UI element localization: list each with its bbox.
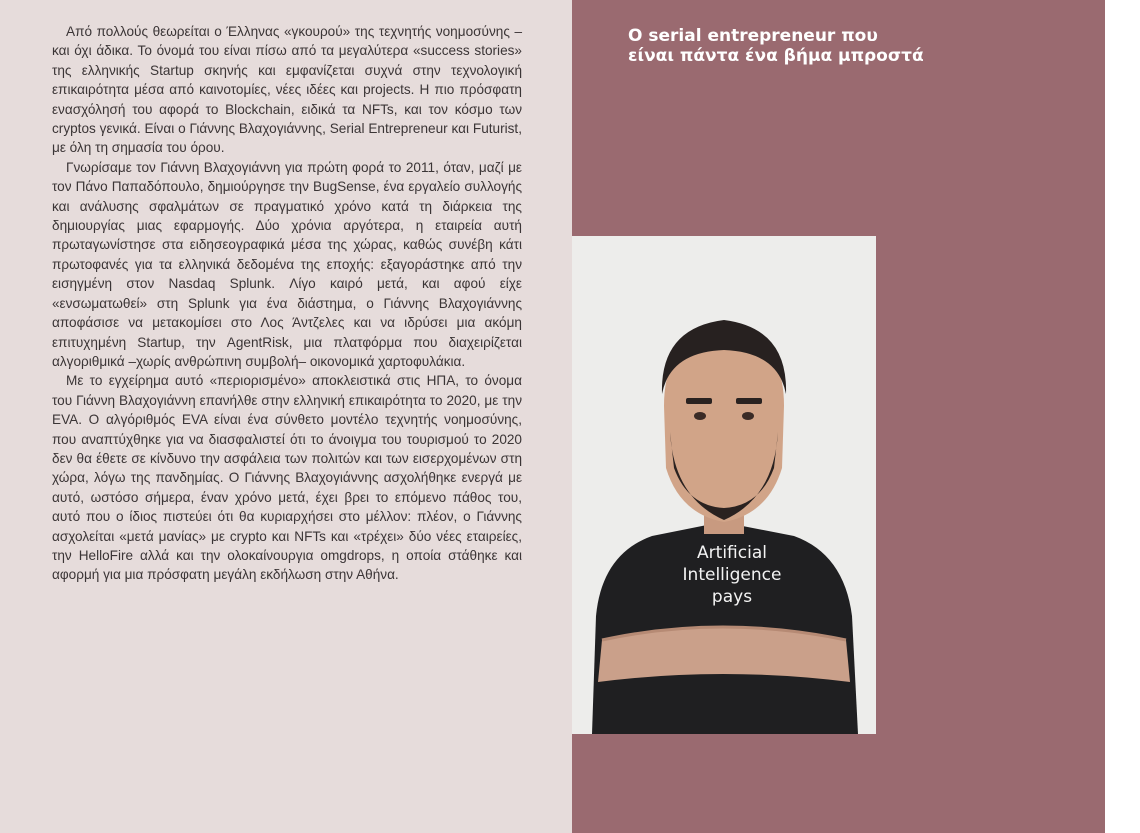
article-paragraph-3: Με το εγχείρημα αυτό «περιορισμένο» αποκλειστικά στις ΗΠΑ, το όνομα του Γιάννη Βλαχογιάννη επανήλθε στην ελληνική επικαιρότητα το 2020, με την EVA. Ο αλγόριθμός EVA είναι ένα σύνθετο μοντέλο τεχνητής νοημοσύνης, που αναπτύχθηκε για να διασφαλιστεί ότι το άνοιγμα του τουρισμού το 2020 δεν θα έθετε σε κίνδυνο την ασφάλεια των πολιτών και των εισερχομένων στη χώρα, λόγω της πανδημίας. Ο Γιάννης Βλαχογιάννης ασχολήθηκε ενεργά με αυτό, ωστόσο σήμερα, έναν χρόνο μετά, έχει βρει το επόμενο πάθος του, αυτό που ο ίδιος πιστεύει ότι θα κυριαρχήσει στο μέλλον: πλέον, ο Γιάννης ασχολείται «μετά μανίας» με crypto και NFTs και «τρέχει» δύο νέες εταιρείες, την HelloFire αλλά και την ολοκαίνουργια omgdrops, η οποία στάθηκε και αφορμή για μια πρόσφατη μεγάλη εκδήλωση στην Αθήνα.: [52, 373, 522, 583]
article-paragraph-2: Γνωρίσαμε τον Γιάννη Βλαχογιάννη για πρώτη φορά το 2011, όταν, μαζί με τον Πάνο Παπαδόπουλο, δημιούργησε την BugSense, ένα εργαλείο συλλογής και ανάλυσης σφαλμάτων σε πραγματικό χρόνο κατά τη διάρκεια της δημιουργίας μιας εφαρμογής. Δύο χρόνια αργότερα, η εταιρεία αυτή πρωταγωνίστησε στα ειδησεογραφικά μέσα της χώρας, καθώς συνέβη κάτι πρωτοφανές για τα ελληνικά δεδομένα της εποχής: εξαγοράστηκε από την εισηγμένη στον Nasdaq Splunk. Λίγο καιρό μετά, και αφού είχε «ενσωματωθεί» στη Splunk για ένα διάστημα, ο Γιάννης Βλαχογιάννης αποφάσισε να μετακομίσει στο Λος Άντζελες και να ιδρύσει μια ακόμη επιτυχημένη Startup, την AgentRisk, μια πλατφόρμα που διαχειρίζεται αλγοριθμικά –χωρίς ανθρώπινη συμβολή– οικονομικά χαρτοφυλάκια.: [52, 159, 522, 369]
shirt-text-line-1: Artificial: [697, 543, 767, 563]
sidebar-panel: [572, 0, 1105, 833]
left-eye: [694, 412, 706, 420]
sidebar-headline: [628, 26, 1088, 66]
right-eyebrow: [736, 398, 762, 404]
article-paragraph-1: Από πολλούς θεωρείται ο Έλληνας «γκουρού» της τεχνητής νοημοσύνης – και όχι άδικα. Το όνομά του είναι πίσω από τα μεγαλύτερα «success stories» της ελληνικής Startup σκηνής και εμφανίζεται συχνά στην τεχνολογική επικαιρότητα μέσα από καινοτομίες, νέες ιδέες και projects. Η πιο πρόσφατη ενασχόλησή του αφορά το Blockchain, ειδικά τα NFTs, και τον κόσμο των cryptos γενικά. Είναι ο Γιάννης Βλαχογιάννης, Serial Entrepreneur και Futurist, με όλη τη σημασία του όρου.: [52, 24, 522, 156]
page-margin-strip: [1105, 0, 1140, 833]
headline-line-2: είναι πάντα ένα βήμα μπροστά: [628, 46, 924, 66]
article-body: [52, 22, 522, 585]
portrait-illustration: [572, 236, 876, 734]
right-eye: [742, 412, 754, 420]
headline-line-1: Ο serial entrepreneur που: [628, 26, 878, 46]
left-eyebrow: [686, 398, 712, 404]
shirt-text-line-2: Intelligence: [682, 565, 782, 585]
portrait-photo: [572, 236, 876, 734]
shirt-text-line-3: pays: [711, 587, 753, 607]
